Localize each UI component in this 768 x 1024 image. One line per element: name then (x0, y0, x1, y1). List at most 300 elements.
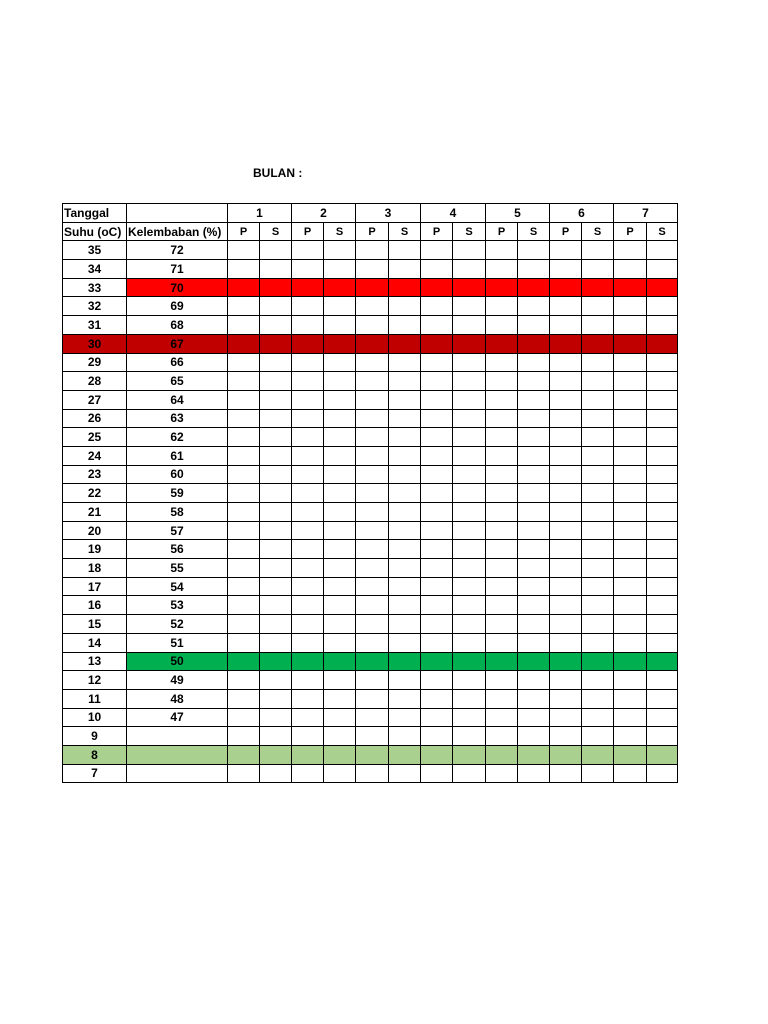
pagi-entry-cell[interactable] (486, 745, 518, 764)
sore-entry-cell[interactable] (582, 409, 614, 428)
sore-entry-cell[interactable] (389, 260, 421, 279)
pagi-entry-cell[interactable] (486, 260, 518, 279)
pagi-entry-cell[interactable] (228, 689, 260, 708)
sore-entry-cell[interactable] (324, 409, 356, 428)
pagi-entry-cell[interactable] (356, 372, 389, 391)
sore-entry-cell[interactable] (518, 316, 550, 335)
pagi-entry-cell[interactable] (292, 390, 324, 409)
pagi-entry-cell[interactable] (292, 372, 324, 391)
sore-entry-cell[interactable] (389, 615, 421, 634)
sore-entry-cell[interactable] (647, 577, 678, 596)
pagi-entry-cell[interactable] (550, 689, 582, 708)
pagi-entry-cell[interactable] (550, 372, 582, 391)
pagi-entry-cell[interactable] (486, 577, 518, 596)
sore-entry-cell[interactable] (389, 484, 421, 503)
pagi-entry-cell[interactable] (614, 708, 647, 727)
sore-entry-cell[interactable] (518, 297, 550, 316)
sore-entry-cell[interactable] (453, 428, 486, 447)
sore-entry-cell[interactable] (389, 727, 421, 746)
pagi-entry-cell[interactable] (550, 652, 582, 671)
sore-entry-cell[interactable] (453, 745, 486, 764)
sore-entry-cell[interactable] (260, 241, 292, 260)
pagi-entry-cell[interactable] (421, 708, 453, 727)
sore-entry-cell[interactable] (582, 689, 614, 708)
pagi-entry-cell[interactable] (228, 241, 260, 260)
sore-entry-cell[interactable] (260, 727, 292, 746)
sore-entry-cell[interactable] (647, 278, 678, 297)
pagi-entry-cell[interactable] (421, 260, 453, 279)
pagi-entry-cell[interactable] (292, 764, 324, 783)
sore-entry-cell[interactable] (324, 633, 356, 652)
pagi-entry-cell[interactable] (486, 652, 518, 671)
pagi-entry-cell[interactable] (228, 596, 260, 615)
pagi-entry-cell[interactable] (486, 353, 518, 372)
sore-entry-cell[interactable] (324, 484, 356, 503)
pagi-entry-cell[interactable] (421, 671, 453, 690)
pagi-entry-cell[interactable] (421, 615, 453, 634)
sore-entry-cell[interactable] (582, 727, 614, 746)
pagi-entry-cell[interactable] (614, 615, 647, 634)
pagi-entry-cell[interactable] (421, 297, 453, 316)
pagi-entry-cell[interactable] (356, 503, 389, 522)
pagi-entry-cell[interactable] (550, 596, 582, 615)
pagi-entry-cell[interactable] (550, 297, 582, 316)
sore-entry-cell[interactable] (647, 633, 678, 652)
pagi-entry-cell[interactable] (228, 390, 260, 409)
pagi-entry-cell[interactable] (228, 260, 260, 279)
pagi-entry-cell[interactable] (614, 465, 647, 484)
pagi-entry-cell[interactable] (421, 409, 453, 428)
pagi-entry-cell[interactable] (292, 652, 324, 671)
pagi-entry-cell[interactable] (292, 615, 324, 634)
sore-entry-cell[interactable] (582, 372, 614, 391)
sore-entry-cell[interactable] (324, 428, 356, 447)
sore-entry-cell[interactable] (389, 764, 421, 783)
sore-entry-cell[interactable] (647, 764, 678, 783)
pagi-entry-cell[interactable] (421, 316, 453, 335)
sore-entry-cell[interactable] (389, 297, 421, 316)
sore-entry-cell[interactable] (647, 241, 678, 260)
sore-entry-cell[interactable] (260, 465, 292, 484)
pagi-entry-cell[interactable] (421, 465, 453, 484)
sore-entry-cell[interactable] (647, 353, 678, 372)
sore-entry-cell[interactable] (453, 316, 486, 335)
pagi-entry-cell[interactable] (614, 689, 647, 708)
pagi-entry-cell[interactable] (228, 334, 260, 353)
sore-entry-cell[interactable] (453, 241, 486, 260)
sore-entry-cell[interactable] (453, 633, 486, 652)
sore-entry-cell[interactable] (324, 521, 356, 540)
pagi-entry-cell[interactable] (356, 615, 389, 634)
sore-entry-cell[interactable] (389, 353, 421, 372)
pagi-entry-cell[interactable] (421, 596, 453, 615)
pagi-entry-cell[interactable] (228, 540, 260, 559)
sore-entry-cell[interactable] (453, 372, 486, 391)
pagi-entry-cell[interactable] (356, 428, 389, 447)
sore-entry-cell[interactable] (518, 353, 550, 372)
pagi-entry-cell[interactable] (356, 484, 389, 503)
pagi-entry-cell[interactable] (421, 521, 453, 540)
sore-entry-cell[interactable] (453, 615, 486, 634)
pagi-entry-cell[interactable] (292, 334, 324, 353)
pagi-entry-cell[interactable] (421, 559, 453, 578)
pagi-entry-cell[interactable] (421, 390, 453, 409)
sore-entry-cell[interactable] (518, 390, 550, 409)
pagi-entry-cell[interactable] (486, 521, 518, 540)
sore-entry-cell[interactable] (324, 615, 356, 634)
sore-entry-cell[interactable] (582, 577, 614, 596)
sore-entry-cell[interactable] (260, 428, 292, 447)
sore-entry-cell[interactable] (453, 409, 486, 428)
pagi-entry-cell[interactable] (228, 577, 260, 596)
sore-entry-cell[interactable] (518, 764, 550, 783)
sore-entry-cell[interactable] (389, 316, 421, 335)
sore-entry-cell[interactable] (453, 521, 486, 540)
sore-entry-cell[interactable] (647, 503, 678, 522)
pagi-entry-cell[interactable] (550, 559, 582, 578)
sore-entry-cell[interactable] (647, 708, 678, 727)
sore-entry-cell[interactable] (389, 577, 421, 596)
sore-entry-cell[interactable] (582, 446, 614, 465)
sore-entry-cell[interactable] (453, 390, 486, 409)
pagi-entry-cell[interactable] (550, 334, 582, 353)
pagi-entry-cell[interactable] (356, 278, 389, 297)
pagi-entry-cell[interactable] (356, 316, 389, 335)
pagi-entry-cell[interactable] (228, 521, 260, 540)
pagi-entry-cell[interactable] (356, 540, 389, 559)
pagi-entry-cell[interactable] (421, 633, 453, 652)
pagi-entry-cell[interactable] (356, 521, 389, 540)
sore-entry-cell[interactable] (260, 521, 292, 540)
sore-entry-cell[interactable] (389, 465, 421, 484)
pagi-entry-cell[interactable] (228, 446, 260, 465)
sore-entry-cell[interactable] (389, 241, 421, 260)
sore-entry-cell[interactable] (582, 615, 614, 634)
pagi-entry-cell[interactable] (614, 764, 647, 783)
pagi-entry-cell[interactable] (486, 596, 518, 615)
sore-entry-cell[interactable] (647, 484, 678, 503)
sore-entry-cell[interactable] (582, 596, 614, 615)
pagi-entry-cell[interactable] (614, 353, 647, 372)
pagi-entry-cell[interactable] (614, 503, 647, 522)
sore-entry-cell[interactable] (453, 559, 486, 578)
pagi-entry-cell[interactable] (486, 241, 518, 260)
sore-entry-cell[interactable] (389, 652, 421, 671)
sore-entry-cell[interactable] (389, 521, 421, 540)
sore-entry-cell[interactable] (582, 316, 614, 335)
sore-entry-cell[interactable] (453, 652, 486, 671)
sore-entry-cell[interactable] (518, 278, 550, 297)
pagi-entry-cell[interactable] (614, 278, 647, 297)
sore-entry-cell[interactable] (582, 559, 614, 578)
pagi-entry-cell[interactable] (614, 652, 647, 671)
sore-entry-cell[interactable] (260, 764, 292, 783)
pagi-entry-cell[interactable] (356, 297, 389, 316)
pagi-entry-cell[interactable] (614, 484, 647, 503)
sore-entry-cell[interactable] (647, 446, 678, 465)
sore-entry-cell[interactable] (582, 353, 614, 372)
pagi-entry-cell[interactable] (421, 372, 453, 391)
sore-entry-cell[interactable] (647, 745, 678, 764)
pagi-entry-cell[interactable] (486, 372, 518, 391)
pagi-entry-cell[interactable] (228, 671, 260, 690)
pagi-entry-cell[interactable] (550, 409, 582, 428)
pagi-entry-cell[interactable] (486, 465, 518, 484)
sore-entry-cell[interactable] (582, 633, 614, 652)
sore-entry-cell[interactable] (324, 652, 356, 671)
pagi-entry-cell[interactable] (421, 278, 453, 297)
pagi-entry-cell[interactable] (486, 484, 518, 503)
sore-entry-cell[interactable] (324, 559, 356, 578)
sore-entry-cell[interactable] (260, 334, 292, 353)
pagi-entry-cell[interactable] (614, 241, 647, 260)
sore-entry-cell[interactable] (518, 615, 550, 634)
sore-entry-cell[interactable] (518, 689, 550, 708)
pagi-entry-cell[interactable] (421, 540, 453, 559)
sore-entry-cell[interactable] (647, 521, 678, 540)
sore-entry-cell[interactable] (389, 596, 421, 615)
sore-entry-cell[interactable] (260, 745, 292, 764)
sore-entry-cell[interactable] (582, 465, 614, 484)
sore-entry-cell[interactable] (389, 671, 421, 690)
pagi-entry-cell[interactable] (356, 745, 389, 764)
pagi-entry-cell[interactable] (550, 278, 582, 297)
pagi-entry-cell[interactable] (292, 727, 324, 746)
pagi-entry-cell[interactable] (292, 484, 324, 503)
pagi-entry-cell[interactable] (614, 596, 647, 615)
sore-entry-cell[interactable] (582, 428, 614, 447)
sore-entry-cell[interactable] (260, 372, 292, 391)
pagi-entry-cell[interactable] (550, 521, 582, 540)
sore-entry-cell[interactable] (389, 689, 421, 708)
pagi-entry-cell[interactable] (614, 671, 647, 690)
sore-entry-cell[interactable] (453, 764, 486, 783)
pagi-entry-cell[interactable] (292, 465, 324, 484)
sore-entry-cell[interactable] (647, 540, 678, 559)
sore-entry-cell[interactable] (324, 297, 356, 316)
pagi-entry-cell[interactable] (421, 353, 453, 372)
pagi-entry-cell[interactable] (228, 615, 260, 634)
sore-entry-cell[interactable] (582, 484, 614, 503)
pagi-entry-cell[interactable] (228, 353, 260, 372)
pagi-entry-cell[interactable] (356, 353, 389, 372)
sore-entry-cell[interactable] (453, 353, 486, 372)
sore-entry-cell[interactable] (389, 428, 421, 447)
sore-entry-cell[interactable] (647, 334, 678, 353)
pagi-entry-cell[interactable] (356, 409, 389, 428)
sore-entry-cell[interactable] (582, 764, 614, 783)
pagi-entry-cell[interactable] (292, 353, 324, 372)
sore-entry-cell[interactable] (453, 689, 486, 708)
sore-entry-cell[interactable] (260, 353, 292, 372)
sore-entry-cell[interactable] (582, 540, 614, 559)
sore-entry-cell[interactable] (453, 297, 486, 316)
pagi-entry-cell[interactable] (228, 484, 260, 503)
sore-entry-cell[interactable] (582, 708, 614, 727)
pagi-entry-cell[interactable] (550, 316, 582, 335)
sore-entry-cell[interactable] (647, 652, 678, 671)
pagi-entry-cell[interactable] (550, 671, 582, 690)
pagi-entry-cell[interactable] (550, 428, 582, 447)
pagi-entry-cell[interactable] (228, 633, 260, 652)
pagi-entry-cell[interactable] (228, 559, 260, 578)
pagi-entry-cell[interactable] (421, 241, 453, 260)
sore-entry-cell[interactable] (453, 278, 486, 297)
sore-entry-cell[interactable] (389, 633, 421, 652)
pagi-entry-cell[interactable] (486, 316, 518, 335)
pagi-entry-cell[interactable] (486, 297, 518, 316)
pagi-entry-cell[interactable] (550, 764, 582, 783)
sore-entry-cell[interactable] (324, 708, 356, 727)
pagi-entry-cell[interactable] (550, 353, 582, 372)
pagi-entry-cell[interactable] (292, 446, 324, 465)
sore-entry-cell[interactable] (324, 689, 356, 708)
sore-entry-cell[interactable] (518, 671, 550, 690)
pagi-entry-cell[interactable] (486, 727, 518, 746)
sore-entry-cell[interactable] (324, 503, 356, 522)
pagi-entry-cell[interactable] (292, 559, 324, 578)
sore-entry-cell[interactable] (260, 689, 292, 708)
pagi-entry-cell[interactable] (550, 708, 582, 727)
sore-entry-cell[interactable] (260, 596, 292, 615)
sore-entry-cell[interactable] (518, 633, 550, 652)
sore-entry-cell[interactable] (518, 241, 550, 260)
sore-entry-cell[interactable] (582, 390, 614, 409)
sore-entry-cell[interactable] (260, 446, 292, 465)
sore-entry-cell[interactable] (389, 540, 421, 559)
sore-entry-cell[interactable] (518, 260, 550, 279)
pagi-entry-cell[interactable] (550, 446, 582, 465)
pagi-entry-cell[interactable] (292, 708, 324, 727)
pagi-entry-cell[interactable] (228, 708, 260, 727)
pagi-entry-cell[interactable] (486, 708, 518, 727)
pagi-entry-cell[interactable] (614, 390, 647, 409)
sore-entry-cell[interactable] (582, 241, 614, 260)
pagi-entry-cell[interactable] (292, 633, 324, 652)
sore-entry-cell[interactable] (582, 652, 614, 671)
pagi-entry-cell[interactable] (356, 559, 389, 578)
pagi-entry-cell[interactable] (421, 428, 453, 447)
sore-entry-cell[interactable] (260, 390, 292, 409)
sore-entry-cell[interactable] (647, 689, 678, 708)
sore-entry-cell[interactable] (324, 260, 356, 279)
sore-entry-cell[interactable] (518, 596, 550, 615)
pagi-entry-cell[interactable] (421, 503, 453, 522)
pagi-entry-cell[interactable] (550, 484, 582, 503)
sore-entry-cell[interactable] (453, 708, 486, 727)
pagi-entry-cell[interactable] (614, 316, 647, 335)
sore-entry-cell[interactable] (518, 372, 550, 391)
pagi-entry-cell[interactable] (614, 633, 647, 652)
sore-entry-cell[interactable] (260, 708, 292, 727)
pagi-entry-cell[interactable] (486, 559, 518, 578)
sore-entry-cell[interactable] (260, 297, 292, 316)
sore-entry-cell[interactable] (324, 334, 356, 353)
pagi-entry-cell[interactable] (421, 652, 453, 671)
sore-entry-cell[interactable] (260, 577, 292, 596)
sore-entry-cell[interactable] (389, 278, 421, 297)
sore-entry-cell[interactable] (582, 260, 614, 279)
sore-entry-cell[interactable] (453, 577, 486, 596)
sore-entry-cell[interactable] (453, 334, 486, 353)
pagi-entry-cell[interactable] (486, 409, 518, 428)
pagi-entry-cell[interactable] (421, 745, 453, 764)
pagi-entry-cell[interactable] (421, 689, 453, 708)
sore-entry-cell[interactable] (518, 503, 550, 522)
sore-entry-cell[interactable] (647, 428, 678, 447)
pagi-entry-cell[interactable] (550, 615, 582, 634)
pagi-entry-cell[interactable] (550, 727, 582, 746)
sore-entry-cell[interactable] (518, 540, 550, 559)
pagi-entry-cell[interactable] (228, 764, 260, 783)
sore-entry-cell[interactable] (324, 577, 356, 596)
sore-entry-cell[interactable] (324, 278, 356, 297)
pagi-entry-cell[interactable] (292, 241, 324, 260)
pagi-entry-cell[interactable] (292, 689, 324, 708)
sore-entry-cell[interactable] (453, 465, 486, 484)
sore-entry-cell[interactable] (453, 540, 486, 559)
sore-entry-cell[interactable] (324, 540, 356, 559)
pagi-entry-cell[interactable] (550, 540, 582, 559)
sore-entry-cell[interactable] (453, 671, 486, 690)
pagi-entry-cell[interactable] (292, 503, 324, 522)
sore-entry-cell[interactable] (260, 278, 292, 297)
sore-entry-cell[interactable] (324, 241, 356, 260)
sore-entry-cell[interactable] (324, 353, 356, 372)
sore-entry-cell[interactable] (324, 764, 356, 783)
sore-entry-cell[interactable] (260, 260, 292, 279)
sore-entry-cell[interactable] (518, 652, 550, 671)
pagi-entry-cell[interactable] (228, 503, 260, 522)
pagi-entry-cell[interactable] (356, 241, 389, 260)
pagi-entry-cell[interactable] (614, 334, 647, 353)
pagi-entry-cell[interactable] (486, 633, 518, 652)
sore-entry-cell[interactable] (582, 297, 614, 316)
sore-entry-cell[interactable] (582, 278, 614, 297)
sore-entry-cell[interactable] (647, 465, 678, 484)
pagi-entry-cell[interactable] (356, 689, 389, 708)
pagi-entry-cell[interactable] (486, 615, 518, 634)
sore-entry-cell[interactable] (647, 316, 678, 335)
pagi-entry-cell[interactable] (292, 297, 324, 316)
sore-entry-cell[interactable] (582, 521, 614, 540)
pagi-entry-cell[interactable] (292, 260, 324, 279)
pagi-entry-cell[interactable] (228, 428, 260, 447)
sore-entry-cell[interactable] (518, 521, 550, 540)
pagi-entry-cell[interactable] (228, 465, 260, 484)
sore-entry-cell[interactable] (647, 596, 678, 615)
pagi-entry-cell[interactable] (614, 372, 647, 391)
sore-entry-cell[interactable] (647, 559, 678, 578)
pagi-entry-cell[interactable] (228, 727, 260, 746)
pagi-entry-cell[interactable] (228, 745, 260, 764)
pagi-entry-cell[interactable] (550, 465, 582, 484)
sore-entry-cell[interactable] (260, 484, 292, 503)
sore-entry-cell[interactable] (324, 596, 356, 615)
pagi-entry-cell[interactable] (228, 652, 260, 671)
sore-entry-cell[interactable] (518, 745, 550, 764)
sore-entry-cell[interactable] (582, 334, 614, 353)
sore-entry-cell[interactable] (647, 671, 678, 690)
sore-entry-cell[interactable] (324, 671, 356, 690)
pagi-entry-cell[interactable] (614, 446, 647, 465)
pagi-entry-cell[interactable] (486, 540, 518, 559)
sore-entry-cell[interactable] (389, 334, 421, 353)
pagi-entry-cell[interactable] (421, 764, 453, 783)
pagi-entry-cell[interactable] (292, 671, 324, 690)
pagi-entry-cell[interactable] (292, 278, 324, 297)
sore-entry-cell[interactable] (389, 390, 421, 409)
